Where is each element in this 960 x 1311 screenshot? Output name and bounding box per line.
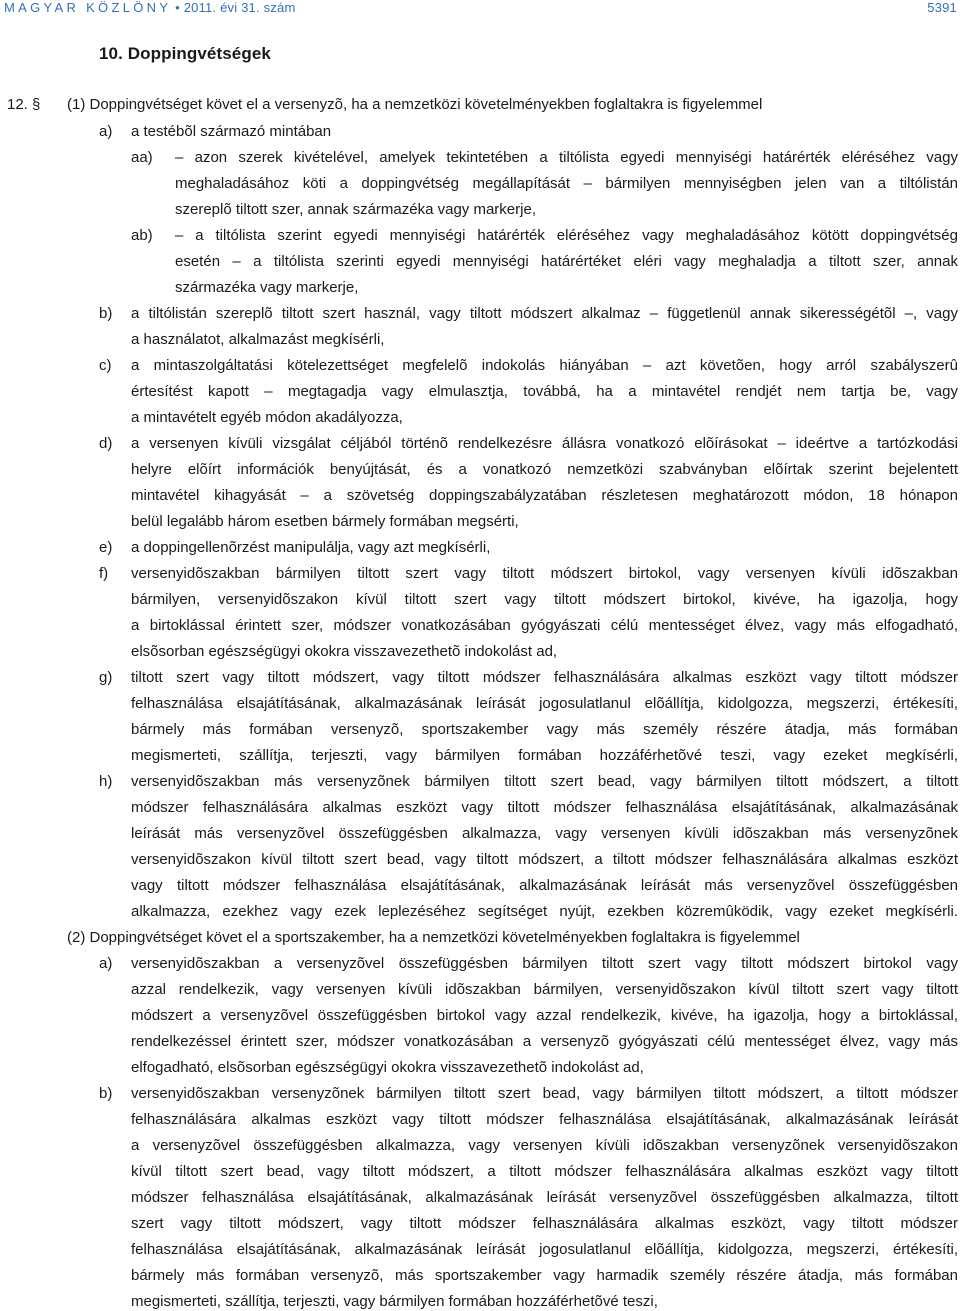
text-line: – a tiltólista szerint egyedi mennyiségi határérték eléréséhez vagy meghaladásához kötött doppingvétség [175,227,958,244]
text-line: a használatot, alkalmazást megkísérli, [131,331,385,348]
text-line: megismerteti, szállítja, terjeszti, vagy bármilyen formában hozzáférhetõvé teszi, [131,1293,658,1310]
header-bullet: • [175,0,180,15]
list-marker: e) [99,539,113,556]
text-line: módszer felhasználása elsajátításának, alkalmazásának leírását versenyzõvel összefüggésben alkalmazza, tiltott [131,1189,958,1206]
list-marker: g) [99,669,113,686]
text-line: meghaladásához köti a doppingvétség megállapítását – bármilyen mennyiségben jelen van a tiltólistán [175,175,958,192]
list-marker: d) [99,435,113,452]
text-line: mintavétel kihagyását – a szövetség doppingszabályzatában részletesen meghatározott módon, 18 hónapon [131,487,958,504]
list-marker: 12. § [7,96,41,113]
list-marker: ab) [131,227,153,244]
text-line: (1) Doppingvétséget követ el a versenyzõ, ha a nemzetközi követelményekben foglaltakra is figyelemmel [67,96,763,113]
list-marker: b) [99,1085,113,1102]
text-line: kívül tiltott szert bead, vagy tiltott módszert, a tiltott módszer felhasználására alkalmas eszközt vagy tiltott [131,1163,958,1180]
text-line: szereplõ tiltott szer, annak származéka vagy markerje, [175,201,536,218]
text-line: a mintavételt egyéb módon akadályozza, [131,409,403,426]
text-line: származéka vagy markerje, [175,279,359,296]
text-line: alkalmazza, ezekhez vagy ezek leplezéséhez segítséget nyújt, ezekben közremûködik, vagy ezeket megkísérli. [131,903,958,920]
issue-info: 2011. évi 31. szám [183,0,296,15]
page-number: 5391 [927,0,957,15]
text-line: versenyidõszakban versenyzõnek bármilyen tiltott szert bead, vagy bármilyen tiltott módszert, a tiltott módszer [131,1085,958,1102]
text-line: elsõsorban egészségügyi okokra visszavezethetõ indokolást ad, [131,643,558,660]
text-line: módszer felhasználására alkalmas eszközt vagy tiltott módszer felhasználása elsajátításának, alkalmazásának [131,799,958,816]
text-line: a doppingellenõrzést manipulálja, vagy azt megkísérli, [131,539,491,556]
text-line: helyre elõírt információk benyújtását, és a vonatkozó nemzetközi szabványban elõírtak szerint bejelentett [131,461,958,478]
text-line: értesítést kapott – megtagadja vagy elmulasztja, továbbá, ha a mintavétel rendjét nem tartja be, vagy [131,383,958,400]
text-line: a tiltólistán szereplõ tiltott szert használ, vagy tiltott módszert alkalmaz – függetlenül annak sikerességétõl –, vagy [131,305,958,322]
text-line: esetén – a tiltólista szerinti egyedi mennyiségi határértéket eléri vagy meghaladja a tiltott szer, annak [175,253,958,270]
text-line: versenyidõszakban a versenyzõvel összefüggésben bármilyen tiltott szert vagy tiltott módszert birtokol vagy [131,955,958,972]
list-marker: f) [99,565,109,582]
header-left [4,0,295,15]
text-line: szert vagy tiltott módszert, vagy tiltott módszer felhasználására alkalmas eszközt, vagy tiltott módszer [131,1215,958,1232]
list-marker: a) [99,955,113,972]
text-line: – azon szerek kivételével, amelyek tekintetében a tiltólista egyedi mennyiségi határérték eléréséhez vagy [175,149,958,166]
text-line: leírását más versenyzõvel összefüggésben alkalmazza, vagy versenyen kívüli idõszakban más versenyzõnek [131,825,958,842]
section-title: 10. Doppingvétségek [99,44,271,63]
list-marker: h) [99,773,113,790]
list-marker: aa) [131,149,153,166]
text-line: a birtoklással érintett szer, módszer vonatkozásában gyógyászati célú mentességet élvez, vagy más elfogadható, [131,617,958,634]
text-line: versenyidõszakban bármilyen tiltott szert vagy tiltott módszert birtokol, vagy versenyen kívüli idõszakban [131,565,958,582]
text-line: a versenyen kívüli vizsgálat céljából történõ rendelkezésre állásra vonatkozó elõírásokat – ideértve a tartózkodási [131,435,958,452]
text-line: a mintaszolgáltatási kötelezettséget megfelelõ indokolás hiányában – azt követõen, hogy arról szabályszerû [131,357,958,374]
list-marker: c) [99,357,112,374]
list-marker: b) [99,305,113,322]
publication-name: MAGYAR KÖZLÖNY [4,0,172,15]
text-line: megismerteti, szállítja, terjeszti, vagy bármilyen formában hozzáférhetõvé teszi, vagy ezeket megkísérli, [131,747,958,764]
text-line: bármilyen, versenyidõszakon kívül tiltott szert vagy tiltott módszert birtokol, kivéve, ha igazolja, hogy [131,591,958,608]
text-line: felhasználására alkalmas eszközt vagy tiltott módszer felhasználása elsajátításának, alkalmazásának leírását [131,1111,958,1128]
text-line: belül legalább három esetben bármely formában megsérti, [131,513,519,530]
text-line: a versenyzõvel összefüggésben alkalmazza, vagy versenyen kívüli idõszakban versenyzõnek versenyidõszakon [131,1137,958,1154]
page-header [0,0,960,14]
text-line: felhasználása elsajátításának, alkalmazásának leírását jogosulatlanul elõállítja, kidolgozza, megszerzi, értékesíti, [131,1241,958,1258]
text-line: azzal rendelkezik, vagy versenyen kívüli idõszakban bármilyen, versenyidõszakon kívül tiltott szert vagy tiltott [131,981,958,998]
text-line: versenyidõszakon kívül tiltott szert bead, vagy tiltott módszert, a tiltott módszer felhasználására alkalmas eszközt [131,851,958,868]
text-line: (2) Doppingvétséget követ el a sportszakember, ha a nemzetközi követelményekben foglaltakra is figyelemmel [67,929,800,946]
text-line: felhasználása elsajátításának, alkalmazásának leírását jogosulatlanul elõállítja, kidolgozza, megszerzi, értékesíti, [131,695,958,712]
text-line: versenyidõszakban más versenyzõnek bármilyen tiltott szert bead, vagy bármilyen tiltott módszert, a tiltott [131,773,958,790]
text-line: vagy tiltott módszer felhasználása elsajátításának, alkalmazásának leírását más versenyzõvel összefüggésben [131,877,958,894]
text-line: bármely más formában versenyzõ, sportszakember vagy más személy részére átadja, más formában [131,721,958,738]
text-line: módszert a versenyzõvel összefüggésben birtokol vagy azzal rendelkezik, kivéve, ha igazolja, hogy a birtoklással, [131,1007,958,1024]
text-line: bármely más formában versenyzõ, más sportszakember vagy harmadik személy részére átadja, más formában [131,1267,958,1284]
text-line: tiltott szert vagy tiltott módszert, vagy tiltott módszer felhasználására alkalmas eszközt vagy tiltott módszer [131,669,958,686]
list-marker: a) [99,123,113,140]
text-line: rendelkezéssel érintett szer, módszer vonatkozásában a versenyzõ gyógyászati célú mentességet élvez, vagy más [131,1033,958,1050]
text-line: a testébõl származó mintában [131,123,332,140]
text-line: elfogadható, elsõsorban egészségügyi okokra visszavezethetõ indokolást ad, [131,1059,644,1076]
